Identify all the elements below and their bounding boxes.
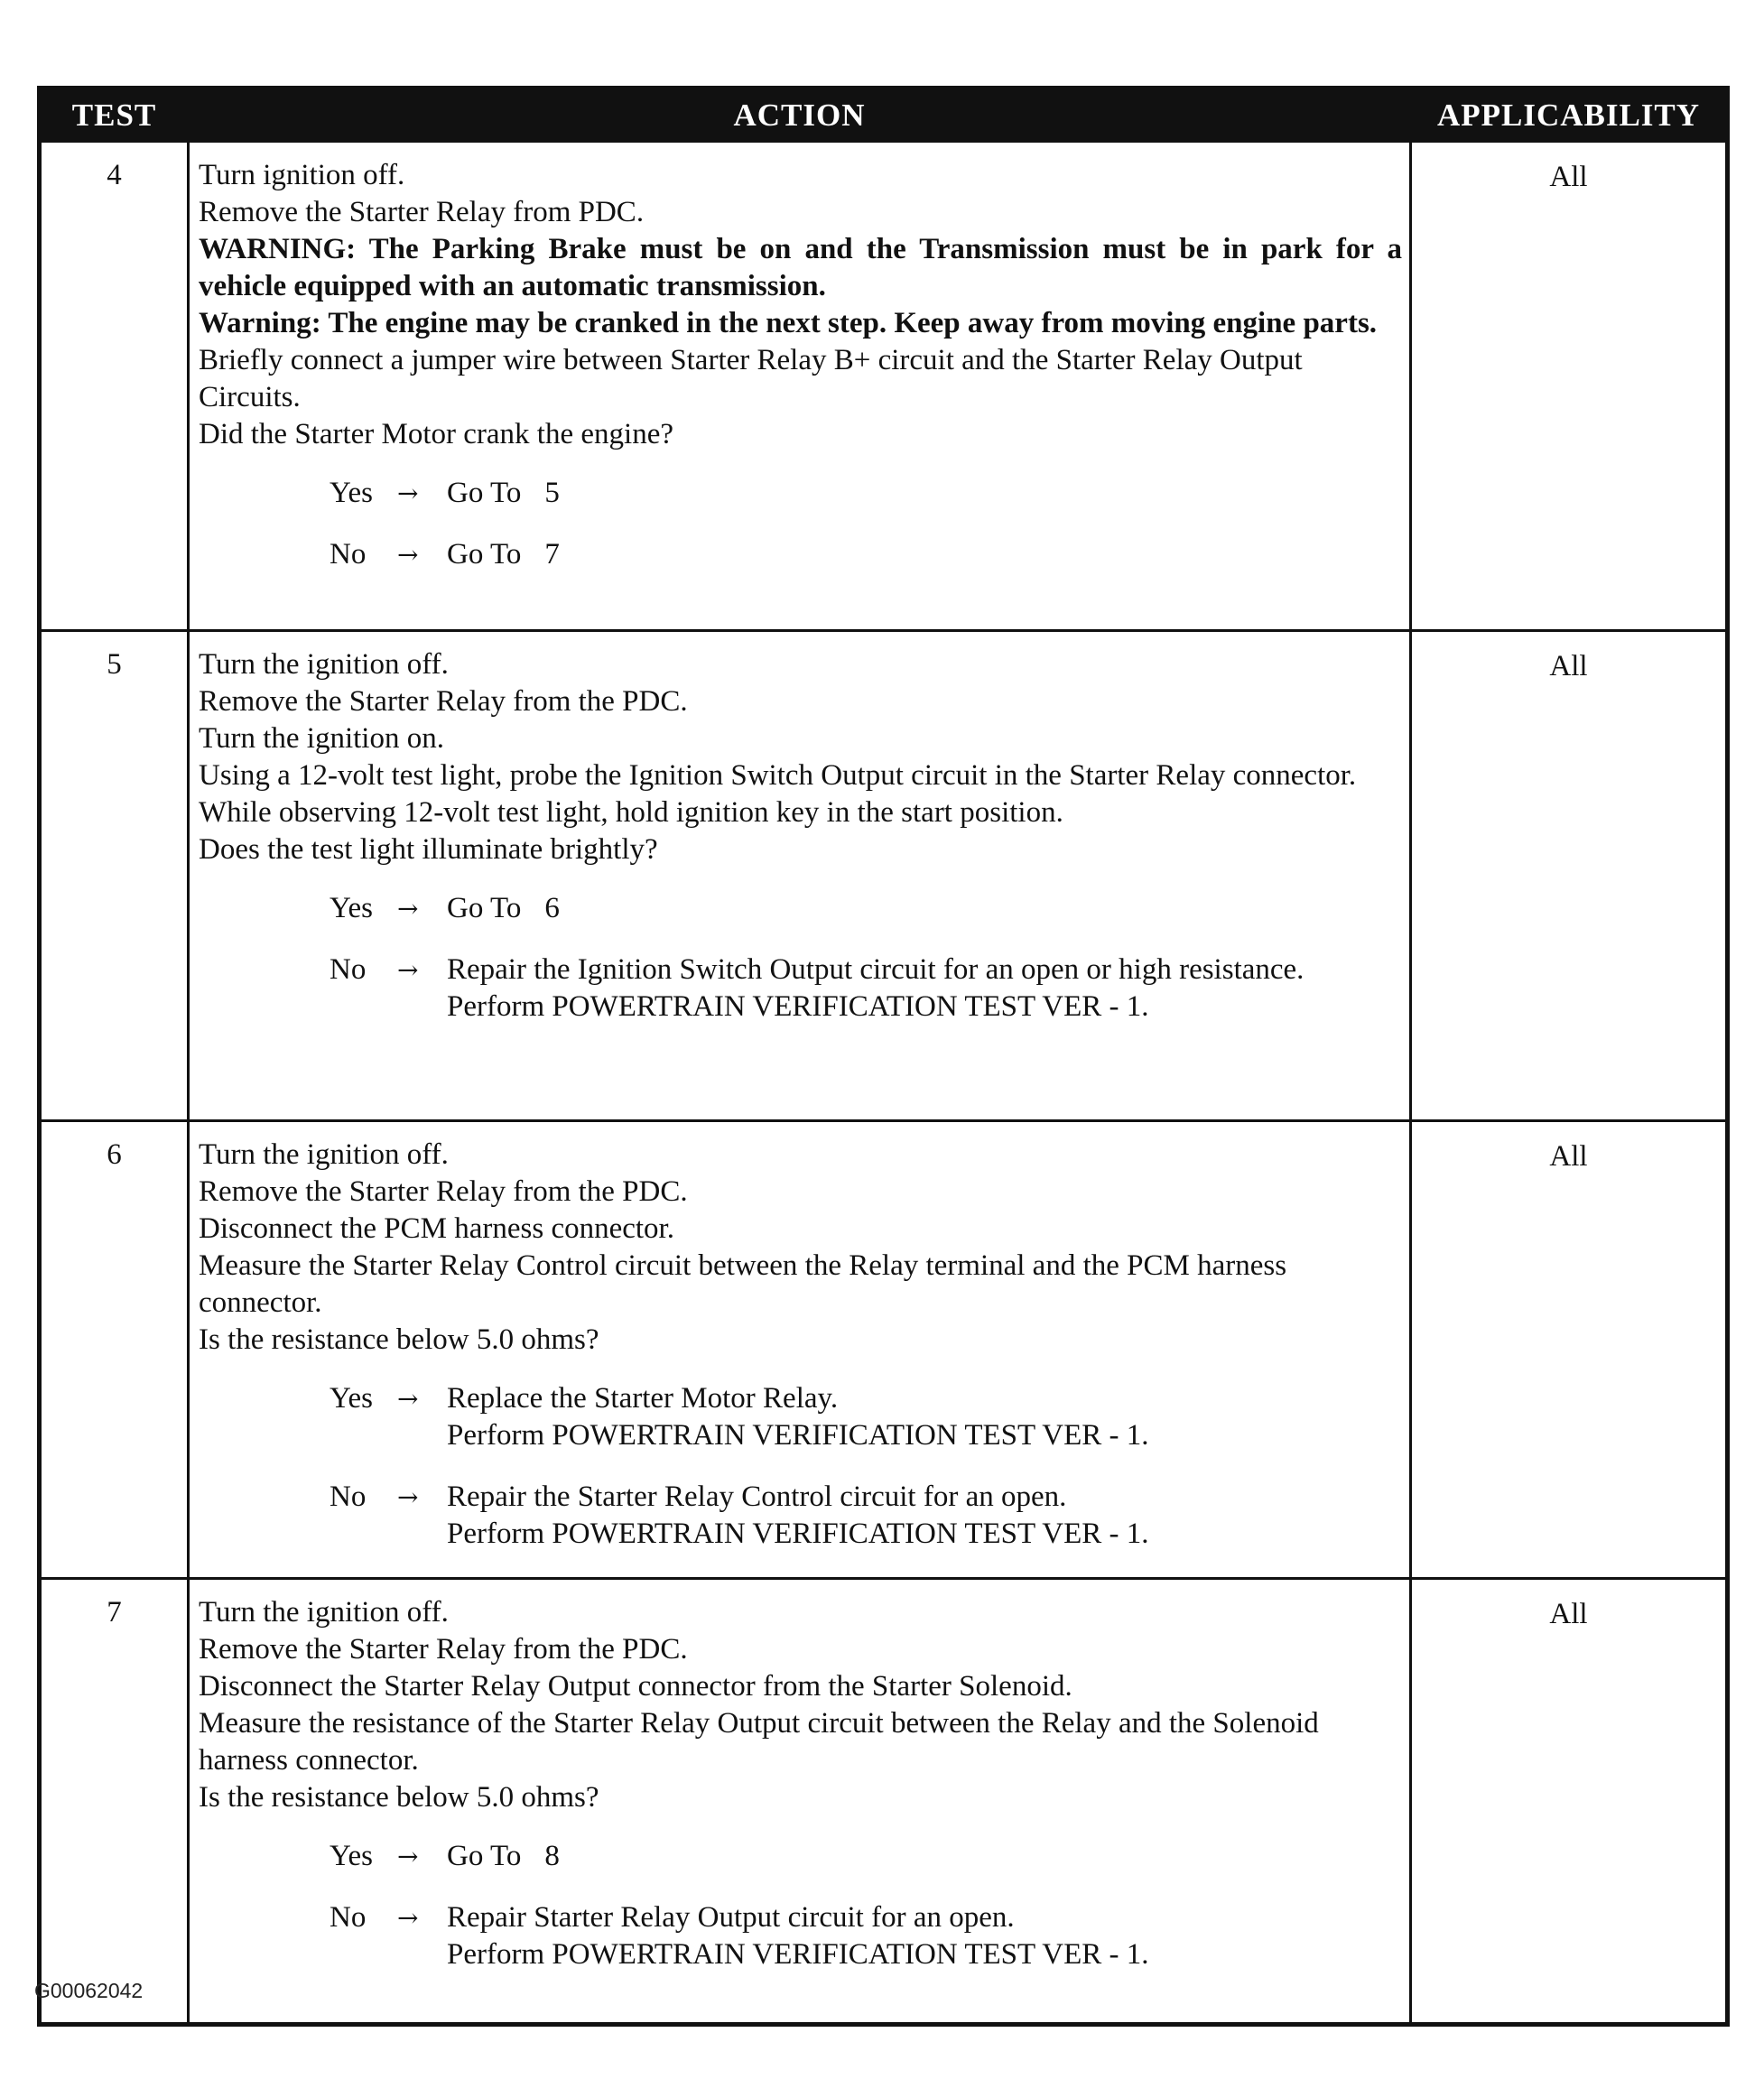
goto-text: Go To bbox=[447, 538, 522, 571]
yes-label: Yes bbox=[330, 1840, 374, 1872]
question: Did the Starter Motor crank the engine? bbox=[199, 418, 673, 450]
no-label: No bbox=[330, 953, 367, 986]
action-step: Turn the ignition off. bbox=[199, 648, 449, 681]
verification-text: Perform POWERTRAIN VERIFICATION TEST VER - 1. bbox=[447, 1938, 1149, 1971]
action-step: Turn the ignition off. bbox=[199, 1596, 449, 1629]
action-step: Remove the Starter Relay from PDC. bbox=[199, 196, 645, 228]
action-step: Remove the Starter Relay from the PDC. bbox=[199, 685, 688, 718]
action-step: Turn the ignition on. bbox=[199, 722, 444, 755]
action-step: Turn ignition off. bbox=[199, 159, 405, 191]
table-row-test-7 bbox=[40, 1579, 1728, 2025]
no-label: No bbox=[330, 1480, 367, 1513]
yes-label: Yes bbox=[330, 892, 374, 924]
question: Does the test light illuminate brightly? bbox=[199, 833, 658, 866]
repair-text: Repair the Ignition Switch Output circuit for an open or high resistance. bbox=[447, 953, 1304, 986]
yes-answer bbox=[199, 475, 1402, 512]
action-step: Disconnect the Starter Relay Output connector from the Starter Solenoid. bbox=[199, 1670, 1072, 1703]
applicability-cell: All bbox=[1411, 1121, 1728, 1579]
warning-text: WARNING: The Parking Brake must be on and the Transmission must be in park for a vehicle equipped with an automatic transmission. bbox=[199, 233, 1402, 302]
right-arrow-icon: → bbox=[397, 1842, 419, 1871]
repair-result bbox=[447, 1479, 1402, 1553]
goto-text: Go To bbox=[447, 477, 522, 509]
test-number: 5 bbox=[40, 631, 189, 1121]
answer-block bbox=[199, 475, 1402, 573]
yes-label: Yes bbox=[330, 477, 374, 509]
goto-result bbox=[447, 475, 1402, 512]
yes-answer bbox=[199, 890, 1402, 927]
action-step: Turn the ignition off. bbox=[199, 1138, 449, 1171]
verification-text: Perform POWERTRAIN VERIFICATION TEST VER - 1. bbox=[447, 1419, 1149, 1452]
header-test: TEST bbox=[40, 88, 189, 142]
right-arrow-icon: → bbox=[397, 955, 419, 985]
action-step: Measure the Starter Relay Control circuit between the Relay terminal and the PCM harness connector. bbox=[199, 1249, 1287, 1319]
action-step: Using a 12-volt test light, probe the Ignition Switch Output circuit in the Starter Relay connector. bbox=[199, 759, 1357, 792]
goto-result bbox=[447, 536, 1402, 573]
no-answer bbox=[199, 951, 1402, 1026]
action-step: Measure the resistance of the Starter Relay Output circuit between the Relay and the Solenoid harness connector. bbox=[199, 1707, 1319, 1777]
no-answer bbox=[199, 1479, 1402, 1553]
no-answer bbox=[199, 536, 1402, 573]
action-step: Disconnect the PCM harness connector. bbox=[199, 1212, 674, 1245]
action-cell bbox=[189, 631, 1411, 1121]
right-arrow-icon: → bbox=[397, 540, 419, 570]
yes-answer bbox=[199, 1838, 1402, 1875]
verification-text: Perform POWERTRAIN VERIFICATION TEST VER - 1. bbox=[447, 1517, 1149, 1550]
header-action: ACTION bbox=[189, 88, 1411, 142]
right-arrow-icon: → bbox=[397, 1482, 419, 1512]
repair-result bbox=[447, 1899, 1402, 1973]
goto-result bbox=[447, 1838, 1402, 1875]
action-cell bbox=[189, 1121, 1411, 1579]
goto-test-number: 7 bbox=[544, 538, 560, 571]
repair-result bbox=[447, 1380, 1402, 1454]
header-applicability: APPLICABILITY bbox=[1411, 88, 1728, 142]
answer-block bbox=[199, 890, 1402, 1026]
warning-text: Warning: The engine may be cranked in the next step. Keep away from moving engine parts. bbox=[199, 307, 1378, 339]
header-row bbox=[40, 88, 1728, 142]
goto-result bbox=[447, 890, 1402, 927]
goto-text: Go To bbox=[447, 892, 522, 924]
action-cell bbox=[189, 142, 1411, 631]
repair-result bbox=[447, 951, 1402, 1026]
diagnostic-test-table bbox=[37, 86, 1730, 2027]
right-arrow-icon: → bbox=[397, 1903, 419, 1933]
table-row-test-6 bbox=[40, 1121, 1728, 1579]
action-step: Remove the Starter Relay from the PDC. bbox=[199, 1633, 688, 1666]
table-header bbox=[40, 88, 1728, 142]
yes-label: Yes bbox=[330, 1382, 374, 1415]
repair-text: Repair the Starter Relay Control circuit for an open. bbox=[447, 1480, 1067, 1513]
applicability-cell: All bbox=[1411, 142, 1728, 631]
answer-block bbox=[199, 1838, 1402, 1973]
action-step: Remove the Starter Relay from the PDC. bbox=[199, 1175, 688, 1208]
yes-answer bbox=[199, 1380, 1402, 1454]
no-label: No bbox=[330, 538, 367, 571]
table-row-test-5 bbox=[40, 631, 1728, 1121]
applicability-cell: All bbox=[1411, 631, 1728, 1121]
question: Is the resistance below 5.0 ohms? bbox=[199, 1781, 599, 1814]
goto-test-number: 8 bbox=[544, 1840, 560, 1872]
applicability-cell: All bbox=[1411, 1579, 1728, 2025]
right-arrow-icon: → bbox=[397, 894, 419, 923]
repair-text: Replace the Starter Motor Relay. bbox=[447, 1382, 839, 1415]
test-number: 7 bbox=[40, 1579, 189, 2025]
right-arrow-icon: → bbox=[397, 478, 419, 508]
action-step: Briefly connect a jumper wire between Starter Relay B+ circuit and the Starter Relay Output Circuits. bbox=[199, 344, 1303, 413]
goto-text: Go To bbox=[447, 1840, 522, 1872]
test-number: 6 bbox=[40, 1121, 189, 1579]
goto-test-number: 6 bbox=[544, 892, 560, 924]
goto-test-number: 5 bbox=[544, 477, 560, 509]
repair-text: Repair Starter Relay Output circuit for an open. bbox=[447, 1901, 1015, 1934]
no-answer bbox=[199, 1899, 1402, 1973]
question: Is the resistance below 5.0 ohms? bbox=[199, 1323, 599, 1356]
action-cell bbox=[189, 1579, 1411, 2025]
table-row-test-4 bbox=[40, 142, 1728, 631]
figure-id: G00062042 bbox=[34, 1979, 144, 2002]
answer-block bbox=[199, 1380, 1402, 1553]
no-label: No bbox=[330, 1901, 367, 1934]
right-arrow-icon: → bbox=[397, 1384, 419, 1414]
test-number: 4 bbox=[40, 142, 189, 631]
action-step: While observing 12-volt test light, hold ignition key in the start position. bbox=[199, 796, 1063, 829]
verification-text: Perform POWERTRAIN VERIFICATION TEST VER - 1. bbox=[447, 990, 1149, 1023]
